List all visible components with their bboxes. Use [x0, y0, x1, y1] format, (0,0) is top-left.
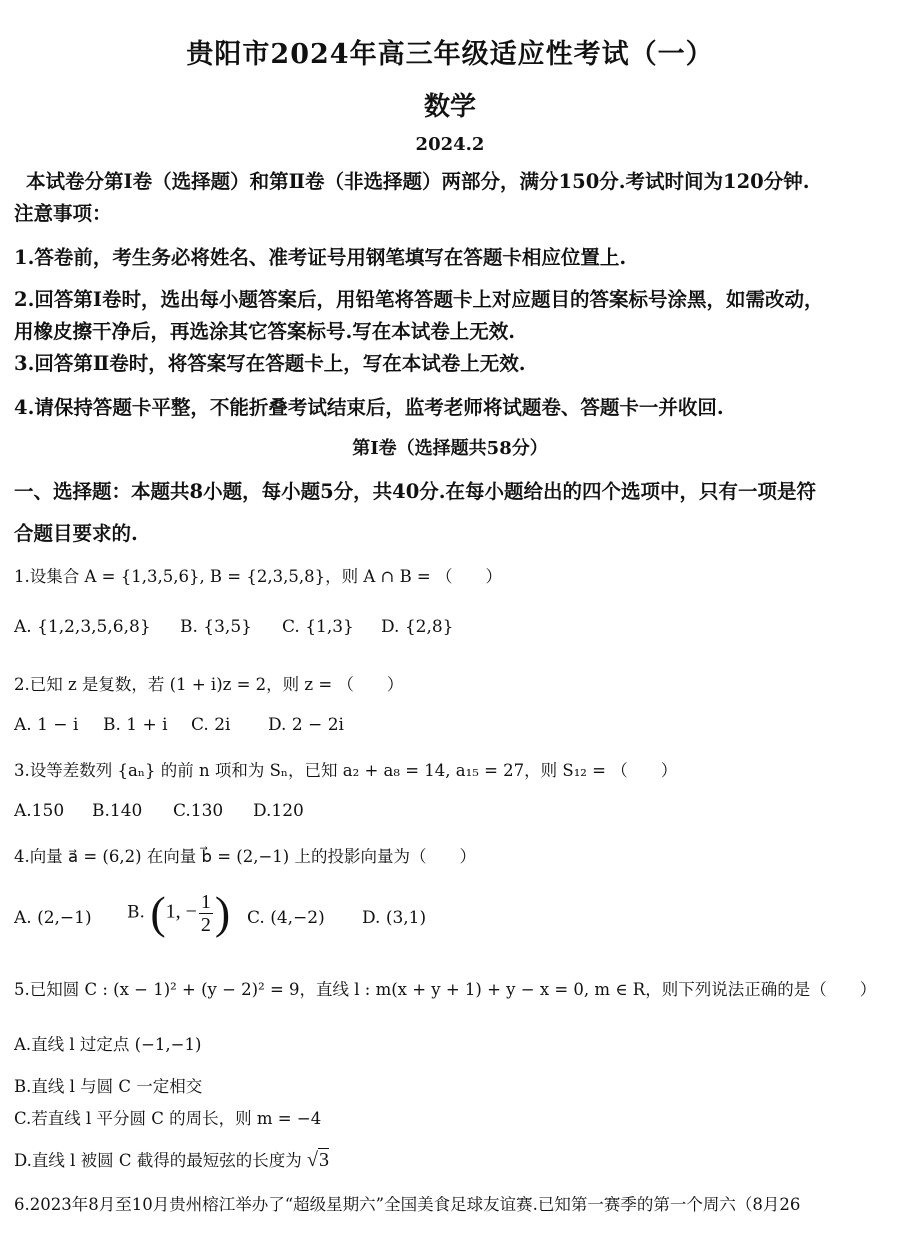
- question-stem: 1.设集合 A = {1,3,5,6}, B = {2,3,5,8}，则 A ∩ B = （ ）: [14, 567, 503, 586]
- fraction-numerator: 1: [200, 890, 211, 913]
- option-b: B. {3,5}: [180, 617, 252, 637]
- option-d-text: D.直线 l 被圆 C 截得的最短弦的长度为: [14, 1151, 308, 1170]
- note-1: 1.答卷前，考生务必将姓名、准考证号用钢笔填写在答题卡相应位置上.: [14, 246, 627, 269]
- left-paren: (: [150, 887, 166, 938]
- subject-title: 数学: [423, 92, 476, 122]
- option-d: [14, 1147, 329, 1172]
- option-b-head: 1, −: [165, 900, 197, 923]
- sqrt-radicand: 3: [319, 1149, 329, 1171]
- note-4: 4.请保持答题卡平整，不能折叠考试结束后，监考老师将试题卷、答题卡一并收回.: [14, 396, 724, 419]
- option-d: D. {2,8}: [381, 617, 454, 637]
- option-c: C.130: [173, 801, 224, 821]
- option-b: B.140: [92, 801, 143, 821]
- note-2-line-1: 2.回答第Ⅰ卷时，选出每小题答案后，用铅笔将答题卡上对应题目的答案标号涂黑，如需改动，: [14, 288, 824, 311]
- option-b-label: B.: [127, 902, 151, 923]
- option-d: D.120: [253, 801, 304, 821]
- question-stem: 6.2023年8月至10月贵州榕江举办了“超级星期六”全国美食足球友谊赛.已知第一赛季的第一个周六（8月26: [14, 1195, 801, 1214]
- exam-date: 2024.2: [415, 134, 485, 155]
- option-a: A. 1 − i: [14, 715, 79, 735]
- note-3: 3.回答第Ⅱ卷时，将答案写在答题卡上，写在本试卷上无效.: [14, 352, 526, 375]
- notes-heading: 注意事项：: [14, 202, 112, 225]
- option-a: A.直线 l 过定点 (−1,−1): [14, 1035, 202, 1054]
- option-a: A. {1,2,3,5,6,8}: [14, 617, 151, 637]
- option-d: D. 2 − 2i: [268, 715, 344, 735]
- question-stem: 3.设等差数列 {aₙ} 的前 n 项和为 Sₙ，已知 a₂ + a₈ = 14, a₁₅ = 27，则 S₁₂ = （ ）: [14, 761, 678, 780]
- option-b: B.直线 l 与圆 C 一定相交: [14, 1077, 203, 1096]
- question-stem: 2.已知 z 是复数，若 (1 + i)z = 2，则 z = （ ）: [14, 675, 404, 694]
- fraction-denominator: 2: [200, 913, 211, 936]
- option-c: C. {1,3}: [282, 617, 354, 637]
- sqrt-expression: √3: [307, 1149, 329, 1171]
- section-title: 第Ⅰ卷（选择题共58分）: [352, 438, 548, 459]
- exam-title: 贵阳市2024年高三年级适应性考试（一）: [186, 39, 714, 70]
- note-2-line-2: 用橡皮擦干净后，再选涂其它答案标号.写在本试卷上无效.: [14, 320, 516, 343]
- fraction: [199, 891, 213, 936]
- section-instruction-line-2: 合题目要求的.: [14, 522, 138, 545]
- option-c: C.若直线 l 平分圆 C 的周长，则 m = −4: [14, 1109, 322, 1128]
- exam-intro: 本试卷分第Ⅰ卷（选择题）和第Ⅱ卷（非选择题）两部分，满分150分.考试时间为120分钟.: [26, 170, 810, 193]
- option-b: [127, 887, 231, 938]
- option-c: C. 2i: [191, 715, 231, 735]
- question-stem: 4.向量 a⃗ = (6,2) 在向量 b⃗ = (2,−1) 上的投影向量为（ ）: [14, 847, 476, 866]
- option-b: B. 1 + i: [103, 715, 168, 735]
- option-d: D. (3,1): [362, 908, 427, 928]
- section-instruction-line-1: 一、选择题：本题共8小题，每小题5分，共40分.在每小题给出的四个选项中，只有一项是符: [14, 480, 817, 503]
- option-a: A.150: [14, 801, 65, 821]
- option-c: C. (4,−2): [247, 908, 325, 928]
- option-a: A. (2,−1): [14, 908, 92, 928]
- right-paren: ): [214, 887, 231, 938]
- question-stem: 5.已知圆 C : (x − 1)² + (y − 2)² = 9，直线 l : m(x + y + 1) + y − x = 0, m ∈ R，则下列说法正确的是（ ）: [14, 980, 877, 999]
